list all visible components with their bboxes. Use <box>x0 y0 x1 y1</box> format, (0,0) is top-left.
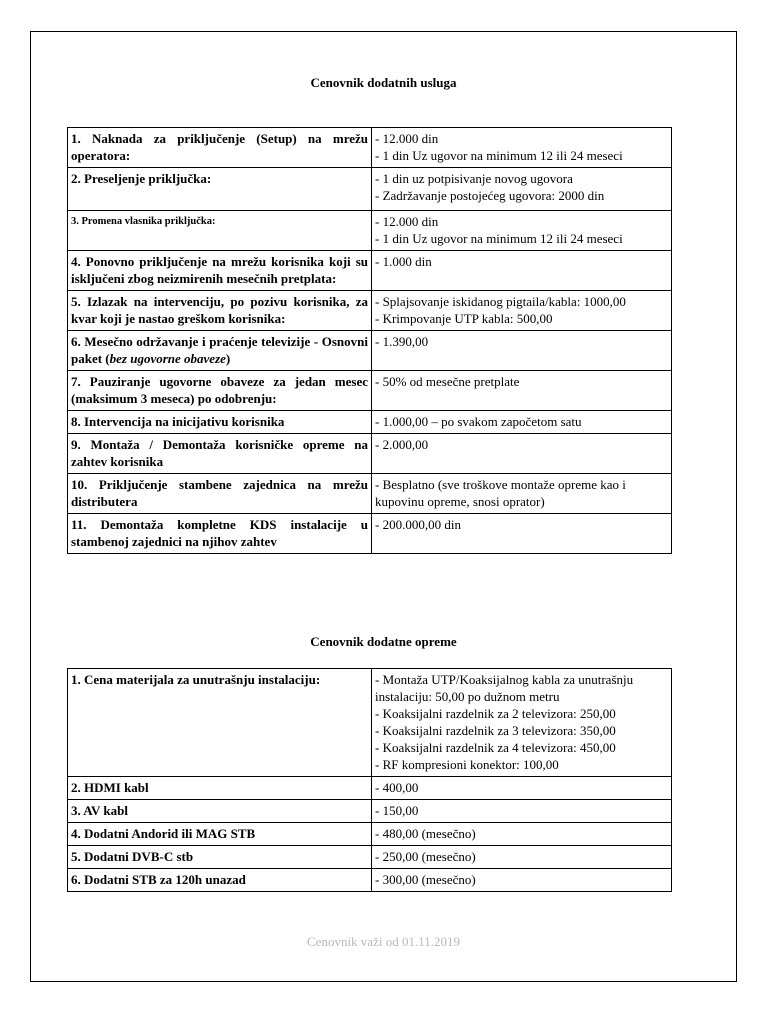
value-line: - 150,00 <box>375 803 419 818</box>
row-value <box>372 291 672 331</box>
table-row <box>68 869 672 892</box>
table-row <box>68 331 672 371</box>
row-label: 4. Dodatni Andorid ili MAG STB <box>68 823 372 846</box>
row-value <box>372 777 672 800</box>
value-line: - Koaksijalni razdelnik za 3 televizora: 350,00 <box>375 723 616 738</box>
row-label-suffix: ) <box>225 351 231 366</box>
equipment-title: Cenovnik dodatne opreme <box>310 634 457 649</box>
row-value <box>372 211 672 251</box>
services-table <box>67 127 672 554</box>
row-label-text: 6. Mesečno održavanje i praćenje televizije - Osnovni paket ( <box>71 334 368 366</box>
table-row <box>68 777 672 800</box>
row-value <box>372 846 672 869</box>
value-line: - 50% od mesečne pretplate <box>375 374 520 389</box>
table-row <box>68 128 672 168</box>
row-value <box>372 128 672 168</box>
value-line: - Krimpovanje UTP kabla: 500,00 <box>375 311 553 326</box>
table-row <box>68 514 672 554</box>
row-value <box>372 168 672 211</box>
row-label: 6. Dodatni STB za 120h unazad <box>68 869 372 892</box>
row-value <box>372 823 672 846</box>
row-label: 5. Dodatni DVB-C stb <box>68 846 372 869</box>
row-value <box>372 474 672 514</box>
row-value <box>372 331 672 371</box>
row-label: 3. Promena vlasnika priključka: <box>68 211 372 251</box>
row-label: 1. Cena materijala za unutrašnju instalaciju: <box>68 669 372 777</box>
row-label: 2. HDMI kabl <box>68 777 372 800</box>
row-label: 1. Naknada za priključenje (Setup) na mrežu operatora: <box>68 128 372 168</box>
services-title: Cenovnik dodatnih usluga <box>310 75 457 90</box>
table-row <box>68 251 672 291</box>
value-line: - 1.000 din <box>375 254 432 269</box>
equipment-table <box>67 668 672 892</box>
table-row <box>68 411 672 434</box>
value-line: - RF kompresioni konektor: 100,00 <box>375 757 559 772</box>
value-line: - 1 din Uz ugovor na minimum 12 ili 24 meseci <box>375 231 623 246</box>
table-row <box>68 291 672 331</box>
value-line: - 1 din Uz ugovor na minimum 12 ili 24 meseci <box>375 148 623 163</box>
table-row <box>68 846 672 869</box>
validity-footer: Cenovnik važi od 01.11.2019 <box>307 934 460 949</box>
value-line: - Montaža UTP/Koaksijalnog kabla za unutrašnju instalaciju: 50,00 po dužnom metru <box>375 672 634 704</box>
row-value <box>372 869 672 892</box>
table-row <box>68 434 672 474</box>
row-label: 8. Intervencija na inicijativu korisnika <box>68 411 372 434</box>
row-label: 3. AV kabl <box>68 800 372 823</box>
value-line: - Koaksijalni razdelnik za 4 televizora: 450,00 <box>375 740 616 755</box>
value-line: - 300,00 (mesečno) <box>375 872 476 887</box>
row-label: 7. Pauziranje ugovorne obaveze za jedan mesec (maksimum 3 meseca) po odobrenju: <box>68 371 372 411</box>
table-row <box>68 211 672 251</box>
value-line: - 250,00 (mesečno) <box>375 849 476 864</box>
row-label <box>68 331 372 371</box>
value-line: - 1.000,00 – po svakom započetom satu <box>375 414 582 429</box>
row-value <box>372 514 672 554</box>
value-line: - 1.390,00 <box>375 334 429 349</box>
value-line: - 2.000,00 <box>375 437 429 452</box>
value-line: - 400,00 <box>375 780 419 795</box>
table-row <box>68 371 672 411</box>
row-label: 5. Izlazak na intervenciju, po pozivu korisnika, za kvar koji je nastao greškom korisnika: <box>68 291 372 331</box>
value-line: - 1 din uz potpisivanje novog ugovora <box>375 171 573 186</box>
value-line: - Splajsovanje iskidanog pigtaila/kabla: 1000,00 <box>375 294 626 309</box>
value-line: - Zadržavanje postojećeg ugovora: 2000 din <box>375 188 605 203</box>
row-label: 9. Montaža / Demontaža korisničke opreme na zahtev korisnika <box>68 434 372 474</box>
row-label: 10. Priključenje stambene zajednica na mrežu distributera <box>68 474 372 514</box>
row-label-italic: bez ugovorne obaveze <box>109 351 226 366</box>
value-line: - Besplatno (sve troškove montaže opreme kao i kupovinu opreme, snosi oprator) <box>375 477 626 509</box>
value-line: - 480,00 (mesečno) <box>375 826 476 841</box>
value-line: - 12.000 din <box>375 214 439 229</box>
row-label: 4. Ponovno priključenje na mrežu korisnika koji su isključeni zbog neizmirenih mesečnih pretplata: <box>68 251 372 291</box>
value-line: - 12.000 din <box>375 131 439 146</box>
table-row <box>68 474 672 514</box>
table-row <box>68 168 672 211</box>
table-row <box>68 800 672 823</box>
row-value <box>372 434 672 474</box>
row-value <box>372 371 672 411</box>
table-row <box>68 669 672 777</box>
row-value <box>372 800 672 823</box>
row-value <box>372 669 672 777</box>
row-value <box>372 251 672 291</box>
row-label: 2. Preseljenje priključka: <box>68 168 372 211</box>
table-row <box>68 823 672 846</box>
value-line: - 200.000,00 din <box>375 517 461 532</box>
value-line: - Koaksijalni razdelnik za 2 televizora: 250,00 <box>375 706 616 721</box>
row-value <box>372 411 672 434</box>
row-label: 11. Demontaža kompletne KDS instalacije u stambenoj zajednici na njihov zahtev <box>68 514 372 554</box>
